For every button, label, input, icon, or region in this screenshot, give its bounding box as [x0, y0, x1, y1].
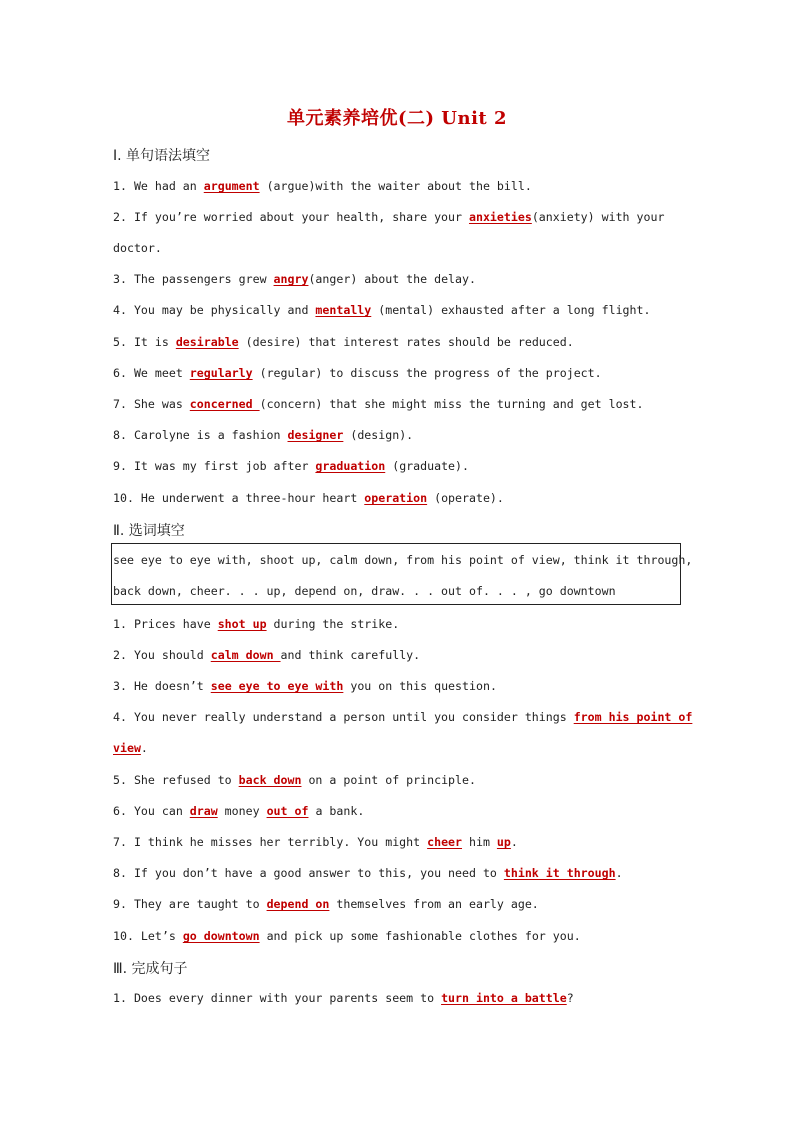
exercise-line: [113, 896, 683, 912]
question-text: .: [140, 741, 148, 755]
exercise-line: [113, 240, 683, 256]
question-text: on a point of principle.: [301, 773, 476, 787]
question-text: during the strike.: [266, 617, 400, 631]
answer-text: back down: [238, 773, 302, 787]
question-text: (graduate).: [385, 459, 469, 473]
question-text: (anxiety) with your: [531, 210, 665, 224]
exercise-line: [113, 490, 683, 506]
answer-text: designer: [287, 428, 344, 442]
exercise-line: [113, 647, 683, 663]
exercise-line: [113, 209, 683, 225]
answer-text: angry: [273, 272, 309, 286]
question-text: 10. He underwent a three-hour heart: [113, 491, 365, 505]
word-bank-line: back down, cheer. . . up, depend on, draw. . . out of. . . , go downtown: [113, 584, 616, 598]
question-text: a bank.: [308, 804, 365, 818]
question-text: 4. You may be physically and: [113, 303, 316, 317]
question-text: (desire) that interest rates should be reduced.: [238, 335, 574, 349]
question-text: 6. We meet: [113, 366, 190, 380]
question-text: themselves from an early age.: [329, 897, 539, 911]
question-text: you on this question.: [343, 679, 497, 693]
page-title: 单元素养培优(二) Unit 2: [286, 108, 508, 129]
question-text: 1. Does every dinner with your parents seem to: [113, 991, 442, 1005]
question-text: and pick up some fashionable clothes for you.: [259, 929, 581, 943]
question-text: and think carefully.: [280, 648, 421, 662]
answer-text: view: [113, 741, 141, 755]
answer-text: draw: [189, 804, 218, 818]
question-text: (concern) that she might miss the turning and get lost.: [259, 397, 644, 411]
question-text: 1. We had an: [113, 179, 204, 193]
question-text: (design).: [343, 428, 414, 442]
question-text: 8. If you don’t have a good answer to this, you need to: [113, 866, 504, 880]
question-text: .: [615, 866, 623, 880]
answer-text: concerned: [189, 397, 260, 411]
question-text: 2. You should: [113, 648, 211, 662]
question-text: (mental) exhausted after a long flight.: [371, 303, 651, 317]
answer-text: out of: [266, 804, 309, 818]
question-text: 5. She refused to: [113, 773, 239, 787]
word-bank-line: see eye to eye with, shoot up, calm down, from his point of view, think it through,: [113, 553, 693, 567]
exercise-line: [113, 302, 683, 318]
question-text: 3. The passengers grew: [113, 272, 274, 286]
exercise-line: [113, 709, 693, 725]
exercise-line: [113, 178, 683, 194]
answer-text: graduation: [315, 459, 386, 473]
question-text: 3. He doesn’t: [113, 679, 211, 693]
exercise-line: [113, 427, 683, 443]
question-text: 4. You never really understand a person until you consider things: [113, 710, 574, 724]
question-text: 8. Carolyne is a fashion: [113, 428, 288, 442]
exercise-line: [113, 990, 683, 1006]
exercise-line: [113, 803, 683, 819]
answer-text: see eye to eye with: [210, 679, 344, 693]
answer-text: regularly: [189, 366, 253, 380]
exercise-line: [113, 365, 683, 381]
exercise-line: [113, 271, 683, 287]
section-heading-grammar: Ⅰ. 单句语法填空: [113, 148, 211, 164]
answer-text: depend on: [266, 897, 330, 911]
answer-text: from his point of: [573, 710, 693, 724]
question-text: (regular) to discuss the progress of the project.: [252, 366, 602, 380]
answer-text: go downtown: [182, 929, 260, 943]
answer-text: mentally: [315, 303, 372, 317]
question-text: ?: [566, 991, 574, 1005]
question-text: 7. I think he misses her terribly. You might: [113, 835, 428, 849]
question-text: 6. You can: [113, 804, 190, 818]
exercise-line: [113, 396, 683, 412]
question-text: (anger) about the delay.: [308, 272, 476, 286]
question-text: 1. Prices have: [113, 617, 218, 631]
question-text: 7. She was: [113, 397, 190, 411]
answer-text: argument: [203, 179, 260, 193]
question-text: money: [217, 804, 267, 818]
question-text: him: [462, 835, 497, 849]
exercise-line: [113, 928, 683, 944]
answer-text: cheer: [427, 835, 463, 849]
question-text: 5. It is: [113, 335, 176, 349]
exercise-line: [113, 334, 683, 350]
question-text: 9. It was my first job after: [113, 459, 316, 473]
question-text: (argue)with the waiter about the bill.: [259, 179, 532, 193]
answer-text: operation: [364, 491, 428, 505]
answer-text: think it through: [503, 866, 616, 880]
question-text: .: [510, 835, 518, 849]
exercise-line: [113, 678, 683, 694]
exercise-line: [113, 616, 683, 632]
question-text: (operate).: [427, 491, 504, 505]
section-heading-complete-sentences: Ⅲ. 完成句子: [113, 961, 188, 977]
question-text: 2. If you’re worried about your health, share your: [113, 210, 469, 224]
answer-text: up: [496, 835, 511, 849]
word-bank-box: [111, 543, 693, 605]
question-text: 10. Let’s: [113, 929, 183, 943]
exercise-line: [113, 740, 683, 756]
section-heading-word-choice: Ⅱ. 选词填空: [113, 523, 185, 539]
question-text: doctor.: [113, 241, 162, 255]
exercise-line: [113, 458, 683, 474]
exercise-line: [113, 772, 683, 788]
exercise-line: [113, 834, 683, 850]
answer-text: desirable: [175, 335, 239, 349]
answer-text: calm down: [210, 648, 281, 662]
answer-text: shot up: [217, 617, 267, 631]
answer-text: turn into a battle: [441, 991, 567, 1005]
question-text: 9. They are taught to: [113, 897, 267, 911]
exercise-line: [113, 865, 683, 881]
answer-text: anxieties: [468, 210, 532, 224]
